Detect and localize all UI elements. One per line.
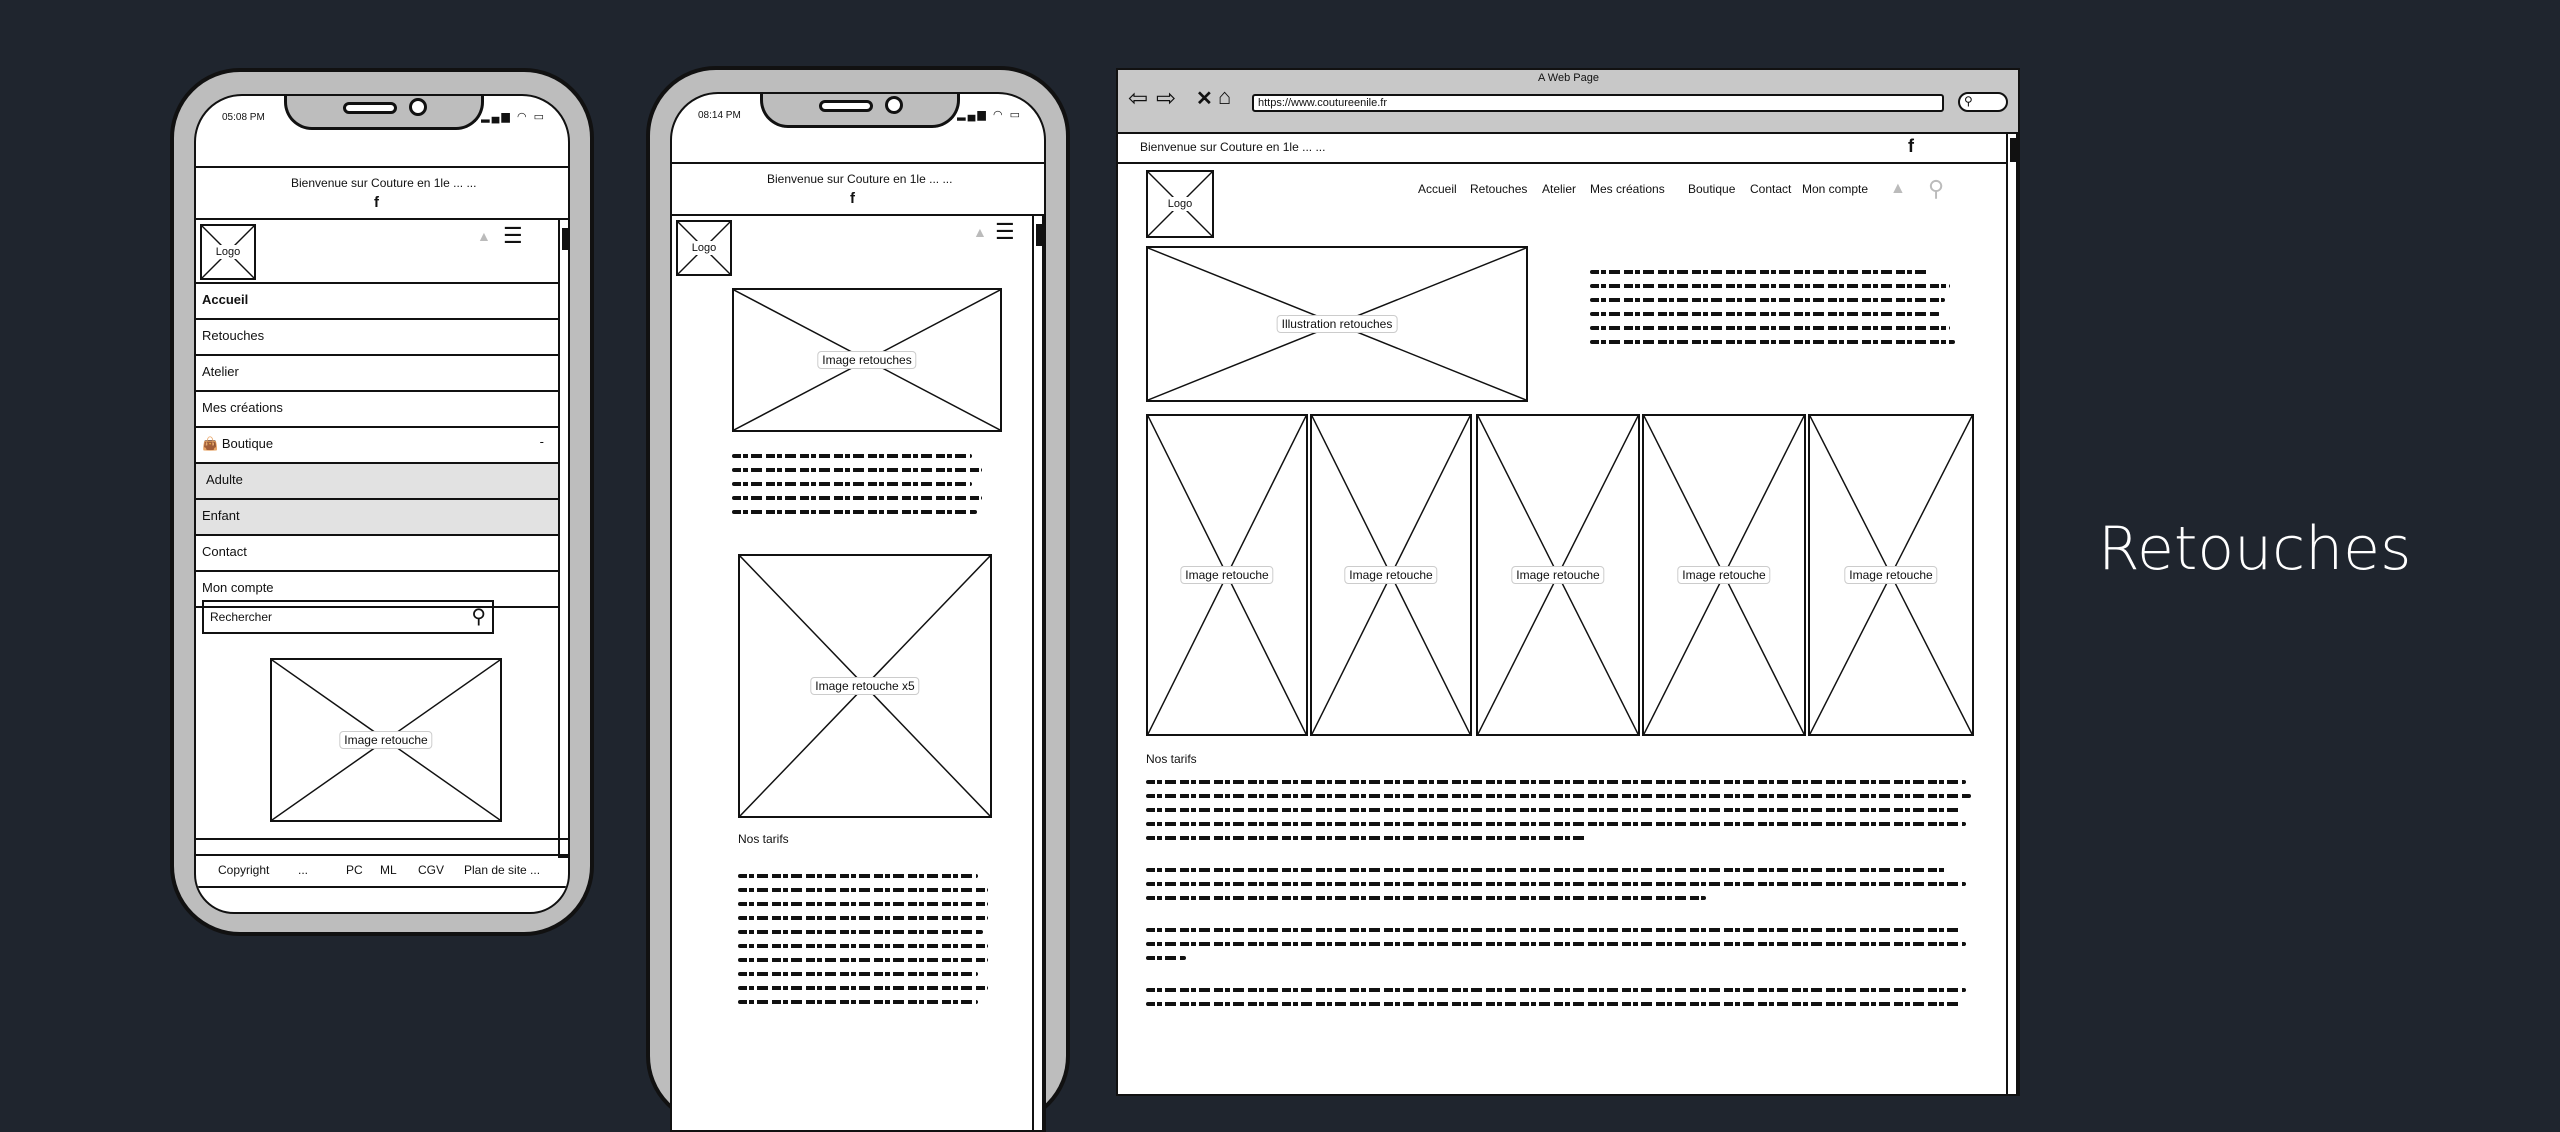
phone-screen <box>194 94 570 914</box>
image-retouche <box>270 658 502 822</box>
scrollbar[interactable] <box>1032 214 1044 1132</box>
status-icons: ▂▄▆ ◠ ▭ <box>957 109 1022 121</box>
gallery-image-2 <box>1310 414 1472 736</box>
menu-item-retouches[interactable] <box>196 320 558 356</box>
web-viewport <box>196 166 568 858</box>
menu-label: Retouches <box>202 328 265 343</box>
tarifs-heading: Nos tarifs <box>738 832 789 846</box>
phone-notch <box>284 94 484 130</box>
menu-item-boutique[interactable] <box>196 428 558 464</box>
submenu-item-adulte[interactable] <box>196 464 558 500</box>
speaker <box>343 102 397 114</box>
nav-atelier[interactable]: Atelier <box>1542 182 1577 196</box>
stop-icon[interactable]: ✕ <box>1196 88 1213 110</box>
image-label: Image retouche <box>1344 566 1437 584</box>
phone-frame-menu <box>170 68 594 936</box>
image-label: Illustration retouches <box>1277 315 1398 333</box>
nav-accueil[interactable]: Accueil <box>1418 182 1457 196</box>
footer-link-cgv[interactable]: CGV <box>418 863 445 877</box>
tarifs-paragraph-1 <box>1146 780 1976 850</box>
hamburger-icon[interactable]: ☰ <box>995 219 1015 244</box>
menu-item-accueil[interactable] <box>196 284 558 320</box>
nav-mes-creations[interactable]: Mes créations <box>1590 182 1665 196</box>
menu-item-contact[interactable] <box>196 536 558 572</box>
window-title: A Web Page <box>1538 72 1599 84</box>
menu-label: Mes créations <box>202 400 283 415</box>
web-viewport <box>672 162 1044 1132</box>
search-icon[interactable]: ⚲ <box>1928 176 1945 201</box>
footer-copyright[interactable]: Copyright <box>218 863 270 877</box>
logo-label: Logo <box>688 241 720 255</box>
facebook-icon[interactable]: f <box>374 194 379 211</box>
menu-item-atelier[interactable] <box>196 356 558 392</box>
tarifs-paragraph-4 <box>1146 988 1976 1016</box>
gallery-image-1 <box>1146 414 1308 736</box>
illustration-retouches <box>1146 246 1528 402</box>
menu-label: Enfant <box>202 508 240 523</box>
scrollbar-thumb[interactable] <box>1036 224 1042 246</box>
nav-boutique[interactable]: Boutique <box>1688 182 1736 196</box>
tarifs-paragraph-2 <box>1146 868 1976 910</box>
search-icon: ⚲ <box>1964 94 1973 108</box>
image-label: Image retouche x5 <box>810 677 919 695</box>
nav-retouches[interactable]: Retouches <box>1470 182 1528 196</box>
footer <box>196 854 568 888</box>
forward-icon[interactable]: ⇨ <box>1156 85 1177 112</box>
search-icon[interactable]: ⚲ <box>471 606 486 628</box>
image-label: Image retouche <box>1511 566 1604 584</box>
gallery-image-3 <box>1476 414 1640 736</box>
footer-divider <box>196 838 568 840</box>
lorem-paragraph <box>732 454 992 524</box>
home-icon[interactable]: ⌂ <box>1218 84 1232 109</box>
logo[interactable] <box>200 224 256 280</box>
scrollbar-thumb[interactable] <box>2010 138 2016 162</box>
menu-label: Contact <box>202 544 247 559</box>
bag-icon: 👜 <box>202 436 219 451</box>
menu-label: Mon compte <box>202 580 274 595</box>
phone-frame-retouches <box>646 66 1070 1126</box>
scrollbar[interactable] <box>558 218 568 858</box>
tarifs-heading: Nos tarifs <box>1146 752 1197 766</box>
hamburger-icon[interactable]: ☰ <box>503 223 523 248</box>
welcome-text: Bienvenue sur Couture en 1le ... ... <box>1140 140 1326 154</box>
speaker <box>819 100 873 112</box>
browser-window <box>1116 68 2020 1096</box>
logo-label: Logo <box>212 245 244 259</box>
back-icon[interactable]: ⇦ <box>1128 85 1149 112</box>
logo[interactable] <box>676 220 732 276</box>
browser-search-box[interactable] <box>1958 92 2008 112</box>
tarifs-paragraph-3 <box>1146 928 1976 970</box>
site-topbar <box>1118 132 2006 164</box>
collapse-toggle[interactable]: - <box>539 434 544 449</box>
footer-link-ml[interactable]: ML <box>380 863 397 877</box>
welcome-text: Bienvenue sur Couture en 1le ... ... <box>291 176 477 190</box>
image-retouches <box>732 288 1002 432</box>
scrollbar-thumb[interactable] <box>562 228 568 250</box>
image-label: Image retouche <box>339 731 432 749</box>
gallery-image-5 <box>1808 414 1974 736</box>
image-label: Image retouches <box>817 351 916 369</box>
menu-label: Adulte <box>206 472 243 487</box>
phone-screen <box>670 92 1046 1132</box>
footer-link-plan[interactable]: Plan de site ... <box>464 863 541 877</box>
image-retouche-x5 <box>738 554 992 818</box>
intro-paragraph <box>1590 270 1960 354</box>
footer-link-pc[interactable]: PC <box>346 863 363 877</box>
image-label: Image retouche <box>1677 566 1770 584</box>
image-label: Image retouche <box>1844 566 1937 584</box>
divider <box>196 218 568 220</box>
search-placeholder: Rechercher <box>210 610 273 624</box>
logo-label: Logo <box>1164 197 1196 211</box>
gallery-image-4 <box>1642 414 1806 736</box>
menu-item-mes-creations[interactable] <box>196 392 558 428</box>
nav-contact[interactable]: Contact <box>1750 182 1792 196</box>
status-icons: ▂▄▆ ◠ ▭ <box>481 111 546 123</box>
tarifs-paragraph <box>738 874 998 1014</box>
cart-icon[interactable]: ▲ <box>973 224 987 240</box>
status-time: 08:14 PM <box>698 110 741 121</box>
camera <box>409 98 427 116</box>
image-label: Image retouche <box>1180 566 1273 584</box>
url-bar[interactable] <box>1252 94 1944 112</box>
menu-label: Accueil <box>202 292 249 307</box>
facebook-icon[interactable]: f <box>1908 136 1914 156</box>
menu-label: Boutique <box>221 436 274 451</box>
scrollbar[interactable] <box>2006 132 2018 1096</box>
submenu-item-enfant[interactable] <box>196 500 558 536</box>
camera <box>885 96 903 114</box>
browser-titlebar <box>1118 70 2018 134</box>
welcome-text: Bienvenue sur Couture en 1le ... ... <box>767 172 953 186</box>
page-title: Retouches <box>2098 514 2412 584</box>
menu-label: Atelier <box>202 364 239 379</box>
status-time: 05:08 PM <box>222 112 265 123</box>
facebook-icon[interactable]: f <box>850 190 855 207</box>
logo[interactable] <box>1146 170 1214 238</box>
nav-mon-compte[interactable]: Mon compte <box>1802 182 1869 196</box>
cart-icon[interactable]: ▲ <box>1890 180 1906 197</box>
cart-icon[interactable]: ▲ <box>477 228 491 244</box>
mobile-menu <box>196 282 558 595</box>
divider <box>672 214 1044 216</box>
phone-notch <box>760 92 960 128</box>
search-input[interactable] <box>202 600 494 634</box>
footer-dots: ... <box>298 863 309 877</box>
url-text: https://www.coutureenile.fr <box>1258 97 1388 109</box>
